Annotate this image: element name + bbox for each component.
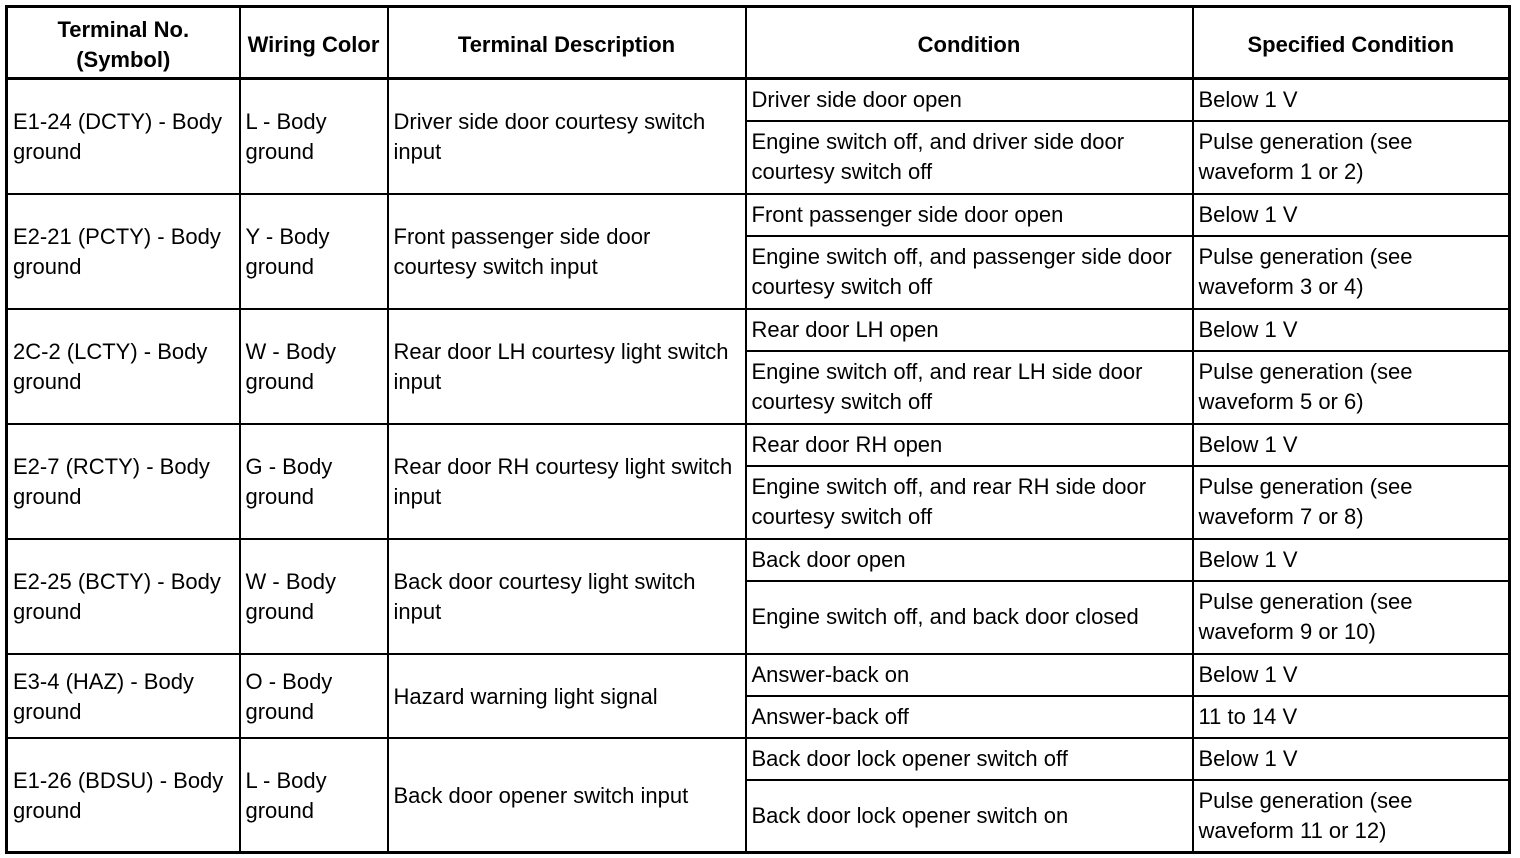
specified-cell: Below 1 V	[1193, 79, 1510, 121]
specified-cell: Below 1 V	[1193, 424, 1510, 466]
description-cell: Driver side door courtesy switch input	[388, 79, 746, 194]
table-row	[7, 738, 1510, 780]
condition-cell: Rear door RH open	[746, 424, 1193, 466]
specified-cell: Pulse generation (see waveform 5 or 6)	[1193, 351, 1510, 424]
specified-cell: Pulse generation (see waveform 7 or 8)	[1193, 466, 1510, 539]
specified-cell: Below 1 V	[1193, 194, 1510, 236]
terminal-cell: E1-26 (BDSU) - Body ground	[7, 738, 240, 853]
wiring-cell: W - Body ground	[240, 539, 388, 654]
header-wiring-color: Wiring Color	[240, 7, 388, 79]
table-row	[7, 194, 1510, 236]
table-header-row	[7, 7, 1510, 79]
specified-cell: Pulse generation (see waveform 3 or 4)	[1193, 236, 1510, 309]
condition-cell: Engine switch off, and passenger side door courtesy switch off	[746, 236, 1193, 309]
description-cell: Back door opener switch input	[388, 738, 746, 853]
description-cell: Rear door LH courtesy light switch input	[388, 309, 746, 424]
table-row	[7, 539, 1510, 581]
description-cell: Hazard warning light signal	[388, 654, 746, 738]
table-row	[7, 79, 1510, 121]
wiring-cell: Y - Body ground	[240, 194, 388, 309]
specified-cell: Below 1 V	[1193, 738, 1510, 780]
condition-cell: Engine switch off, and rear RH side door courtesy switch off	[746, 466, 1193, 539]
table-row	[7, 654, 1510, 696]
condition-cell: Front passenger side door open	[746, 194, 1193, 236]
condition-cell: Engine switch off, and rear LH side door courtesy switch off	[746, 351, 1193, 424]
specified-cell: 11 to 14 V	[1193, 696, 1510, 738]
condition-cell: Back door open	[746, 539, 1193, 581]
terminal-cell: E1-24 (DCTY) - Body ground	[7, 79, 240, 194]
terminal-cell: E3-4 (HAZ) - Body ground	[7, 654, 240, 738]
header-terminal-no: Terminal No. (Symbol)	[7, 7, 240, 79]
description-cell: Back door courtesy light switch input	[388, 539, 746, 654]
description-cell: Rear door RH courtesy light switch input	[388, 424, 746, 539]
condition-cell: Answer-back on	[746, 654, 1193, 696]
wiring-cell: L - Body ground	[240, 79, 388, 194]
terminal-cell: 2C-2 (LCTY) - Body ground	[7, 309, 240, 424]
wiring-cell: G - Body ground	[240, 424, 388, 539]
condition-cell: Answer-back off	[746, 696, 1193, 738]
condition-cell: Engine switch off, and back door closed	[746, 581, 1193, 654]
table-row	[7, 424, 1510, 466]
header-condition: Condition	[746, 7, 1193, 79]
specified-cell: Below 1 V	[1193, 654, 1510, 696]
terminal-cell: E2-21 (PCTY) - Body ground	[7, 194, 240, 309]
specified-cell: Below 1 V	[1193, 309, 1510, 351]
condition-cell: Engine switch off, and driver side door courtesy switch off	[746, 121, 1193, 194]
specified-cell: Pulse generation (see waveform 9 or 10)	[1193, 581, 1510, 654]
condition-cell: Back door lock opener switch on	[746, 780, 1193, 853]
condition-cell: Back door lock opener switch off	[746, 738, 1193, 780]
wiring-cell: W - Body ground	[240, 309, 388, 424]
condition-cell: Driver side door open	[746, 79, 1193, 121]
specified-cell: Pulse generation (see waveform 11 or 12)	[1193, 780, 1510, 853]
description-cell: Front passenger side door courtesy switch input	[388, 194, 746, 309]
terminal-cell: E2-25 (BCTY) - Body ground	[7, 539, 240, 654]
table-row	[7, 309, 1510, 351]
wiring-cell: O - Body ground	[240, 654, 388, 738]
header-terminal-description: Terminal Description	[388, 7, 746, 79]
terminal-cell: E2-7 (RCTY) - Body ground	[7, 424, 240, 539]
condition-cell: Rear door LH open	[746, 309, 1193, 351]
wiring-cell: L - Body ground	[240, 738, 388, 853]
specified-cell: Pulse generation (see waveform 1 or 2)	[1193, 121, 1510, 194]
terminal-spec-table	[5, 5, 1511, 854]
header-specified-condition: Specified Condition	[1193, 7, 1510, 79]
specified-cell: Below 1 V	[1193, 539, 1510, 581]
